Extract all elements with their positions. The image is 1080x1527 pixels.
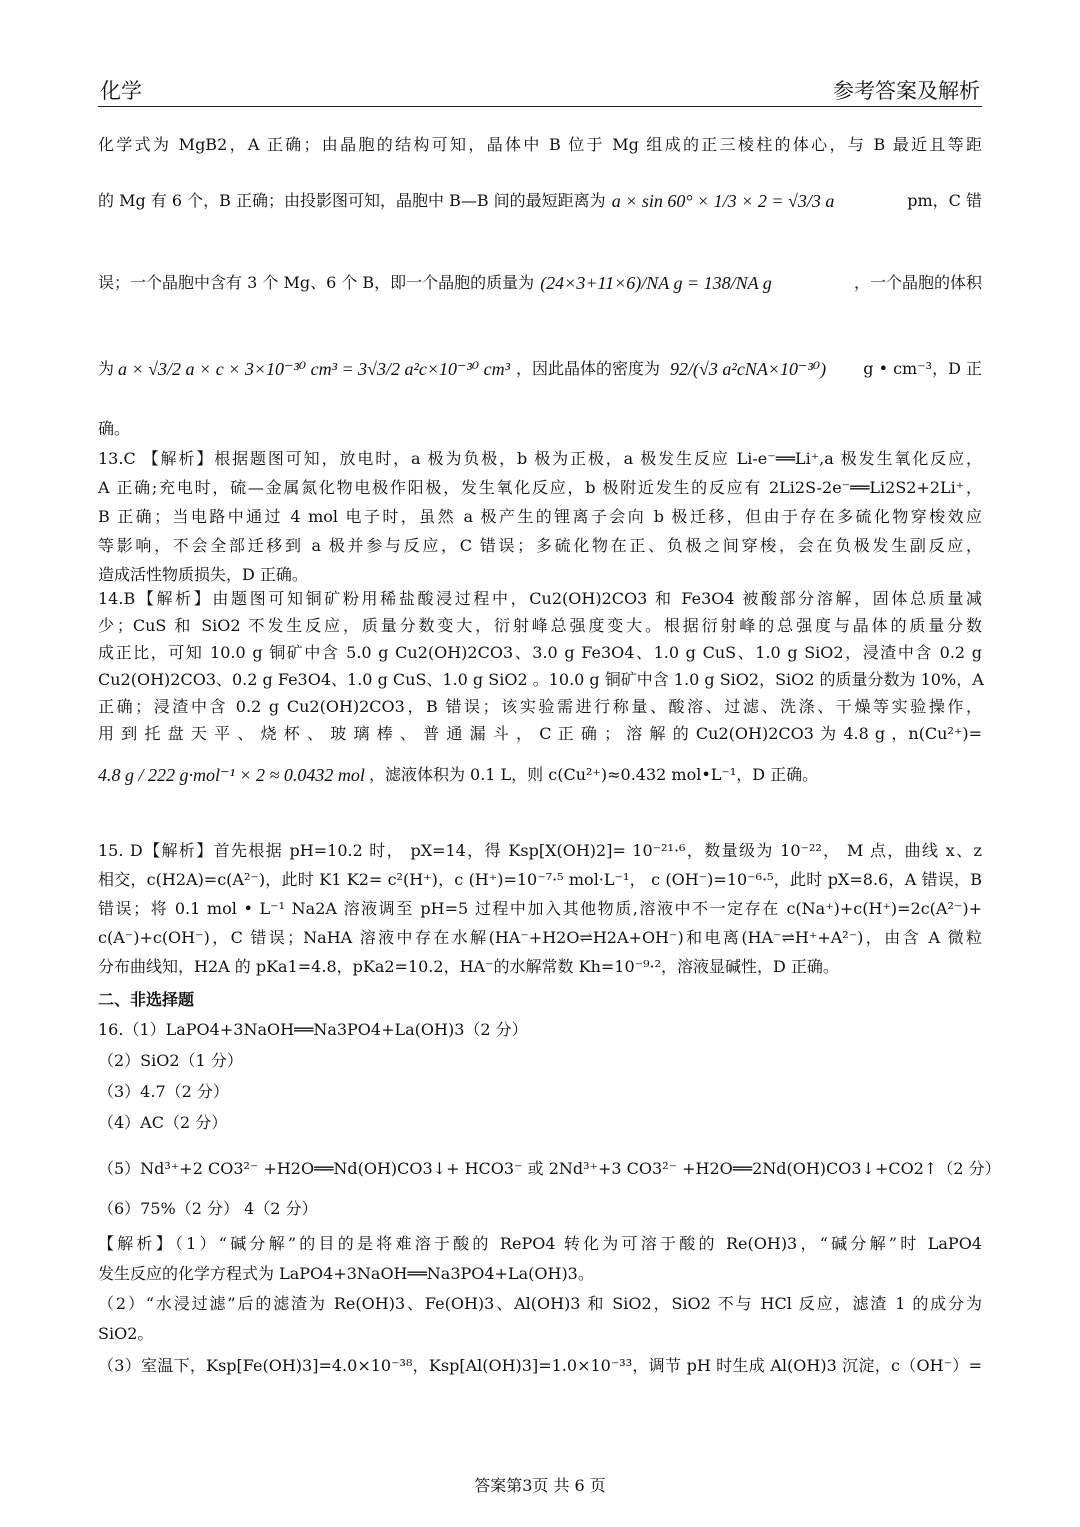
- q12-line-3: [98, 270, 982, 296]
- mass-equation: (24×3+11×6)/NA g = 138/NA g: [540, 273, 772, 293]
- page-footer: 答案第3页 共 6 页: [474, 1476, 606, 1495]
- q13-line: 等影响，不会全部迁移到 a 极并参与反应，C 错误；多硫化物在正、负极之间穿梭，会在负极发生副反应，: [98, 536, 982, 555]
- q14-line: 成正比，可知 10.0 g 铜矿中含 5.0 g Cu2(OH)2CO3、3.0 g Fe3O4、1.0 g CuS、1.0 g SiO2，浸渣中含 0.2 g: [98, 643, 982, 662]
- analysis-line: （3）室温下，Ksp[Fe(OH)3]=4.0×10⁻³⁸，Ksp[Al(OH)3]=1.0×10⁻³³，调节 pH 时生成 Al(OH)3 沉淀，c（OH⁻）=: [98, 1356, 982, 1375]
- q12-line-5: 确。: [98, 419, 131, 438]
- q12-line-1: 化学式为 MgB2，A 正确；由晶胞的结构可知，晶体中 B 位于 Mg 组成的正三棱柱的体心，与 B 最近且等距: [98, 135, 982, 154]
- q15-line: 错误；将 0.1 mol • L⁻¹ Na2A 溶液调至 pH=5 过程中加入其他物质,溶液中不一定存在 c(Na⁺)+c(H⁺)=2c(A²⁻)+: [98, 899, 982, 918]
- q14-line: 用 到 托 盘 天 平 、 烧 杯 、 玻 璃 棒 、 普 通 漏 斗 ， C 正 确 ； 溶 解 的 Cu2(OH)2CO3 为 4.8 g ，n(Cu²⁺)=: [98, 724, 982, 743]
- q15-line: 相交，c(H2A)=c(A²⁻)，此时 K1 K2= c²(H⁺)，c (H⁺)=10⁻⁷·⁵ mol·L⁻¹， c (OH⁻)=10⁻⁶·⁵，此时 pX=8.6，A 错误，B: [98, 870, 982, 889]
- q12-text: 的 Mg 有 6 个，B 正确；由投影图可知，晶胞中 B—B 间的最短距离为: [98, 191, 606, 210]
- q16-answer: （5）Nd³⁺+2 CO3²⁻ +H2O══Nd(OH)CO3↓+ HCO3⁻ 或 2Nd³⁺+3 CO3²⁻ +H2O══2Nd(OH)CO3↓+CO2↑（2 分）: [98, 1159, 1001, 1178]
- volume-equation: a × √3/2 a × c × 3×10⁻³⁰ cm³ = 3√3/2 a²c×10⁻³⁰ cm³: [118, 359, 511, 379]
- q13-line: A 正确;充电时，硫—金属氮化物电极作阳极，发生氧化反应，b 极附近发生的反应有 2Li2S-2e⁻══Li2S2+2Li⁺，: [98, 478, 982, 497]
- q12-text: pm，C 错: [907, 191, 982, 210]
- q16-answer: （6）75%（2 分） 4（2 分）: [98, 1199, 318, 1218]
- q12-text: ，因此晶体的密度为: [516, 359, 661, 378]
- section-title: 参考答案及解析: [833, 79, 980, 103]
- q12-line-2: [98, 188, 982, 214]
- cu-moles-equation: 4.8 g / 222 g·mol⁻¹ × 2 ≈ 0.0432 mol: [98, 765, 365, 785]
- q14-line: 14.B【解析】由题图可知铜矿粉用稀盐酸浸过程中，Cu2(OH)2CO3 和 Fe3O4 被酸部分溶解，固体总质量减: [98, 589, 982, 608]
- q12-line-4: [98, 356, 982, 382]
- q12-text: ，一个晶胞的体积: [853, 273, 982, 292]
- q14-line: Cu2(OH)2CO3、0.2 g Fe3O4、1.0 g CuS、1.0 g SiO2 。10.0 g 铜矿中含 1.0 g SiO2，SiO2 的质量分数为 10%，A: [98, 670, 984, 689]
- analysis-line: 发生反应的化学方程式为 LaPO4+3NaOH══Na3PO4+La(OH)3。: [98, 1264, 594, 1283]
- q12-text: 为: [98, 359, 115, 378]
- q16-answer: 16.（1）LaPO4+3NaOH══Na3PO4+La(OH)3（2 分）: [98, 1020, 528, 1039]
- analysis-line: SiO2。: [98, 1324, 154, 1343]
- page-header: [98, 78, 982, 107]
- q14-line: 正确；浸渣中含 0.2 g Cu2(OH)2CO3，B 错误；该实验需进行称量、酸溶、过滤、洗涤、干燥等实验操作，: [98, 697, 982, 716]
- q16-answer: （4）AC（2 分）: [98, 1113, 228, 1132]
- q12-text: 误；一个晶胞中含有 3 个 Mg、6 个 B，即一个晶胞的质量为: [98, 273, 535, 292]
- subject-title: 化学: [100, 79, 142, 103]
- q14-line: 少；CuS 和 SiO2 不发生反应，质量分数变大，衍射峰总强度变大。根据衍射峰的总强度与晶体的质量分数: [98, 616, 982, 635]
- q12-text: g • cm⁻³，D 正: [863, 359, 982, 378]
- distance-equation: a × sin 60° × 1/3 × 2 = √3/3 a: [611, 191, 835, 211]
- q15-line: c(A⁻)+c(OH⁻)，C 错误；NaHA 溶液中存在水解(HA⁻+H2O⇌H2A+OH⁻)和电离(HA⁻⇌H⁺+A²⁻)，由含 A 微粒: [98, 928, 982, 947]
- q13-line: 造成活性物质损失，D 正确。: [98, 565, 308, 584]
- q13-line: B 正确；当电路中通过 4 mol 电子时，虽然 a 极产生的锂离子会向 b 极迁移，但由于存在多硫化物穿梭效应: [98, 507, 982, 526]
- section-heading: 二、非选择题: [98, 990, 195, 1009]
- q13-line: 13.C 【解析】根据题图可知，放电时，a 极为负极，b 极为正极，a 极发生反应 Li-e⁻══Li⁺,a 极发生氧化反应，: [98, 449, 982, 468]
- q15-line: 15. D【解析】首先根据 pH=10.2 时， pX=14，得 Ksp[X(OH)2]= 10⁻²¹·⁶，数量级为 10⁻²²， M 点，曲线 x、z: [98, 841, 982, 860]
- density-equation: 92/(√3 a²cNA×10⁻³⁰): [670, 359, 827, 379]
- q14-equation-line: [98, 762, 982, 788]
- q14-text: ，滤液体积为 0.1 L，则 c(Cu²⁺)≈0.432 mol•L⁻¹，D 正确。: [368, 765, 819, 784]
- q16-answer: （2）SiO2（1 分）: [98, 1051, 243, 1070]
- q16-answer: （3）4.7（2 分）: [98, 1082, 229, 1101]
- analysis-line: （2）“水浸过滤”后的滤渣为 Re(OH)3、Fe(OH)3、Al(OH)3 和 SiO2，SiO2 不与 HCl 反应，滤渣 1 的成分为: [98, 1294, 982, 1313]
- analysis-line: 【解析】（1）“碱分解”的目的是将难溶于酸的 RePO4 转化为可溶于酸的 Re(OH)3，“碱分解”时 LaPO4: [98, 1234, 982, 1253]
- q15-line: 分布曲线知，H2A 的 pKa1=4.8，pKa2=10.2，HA⁻的水解常数 Kh=10⁻⁹·²，溶液显碱性，D 正确。: [98, 957, 839, 976]
